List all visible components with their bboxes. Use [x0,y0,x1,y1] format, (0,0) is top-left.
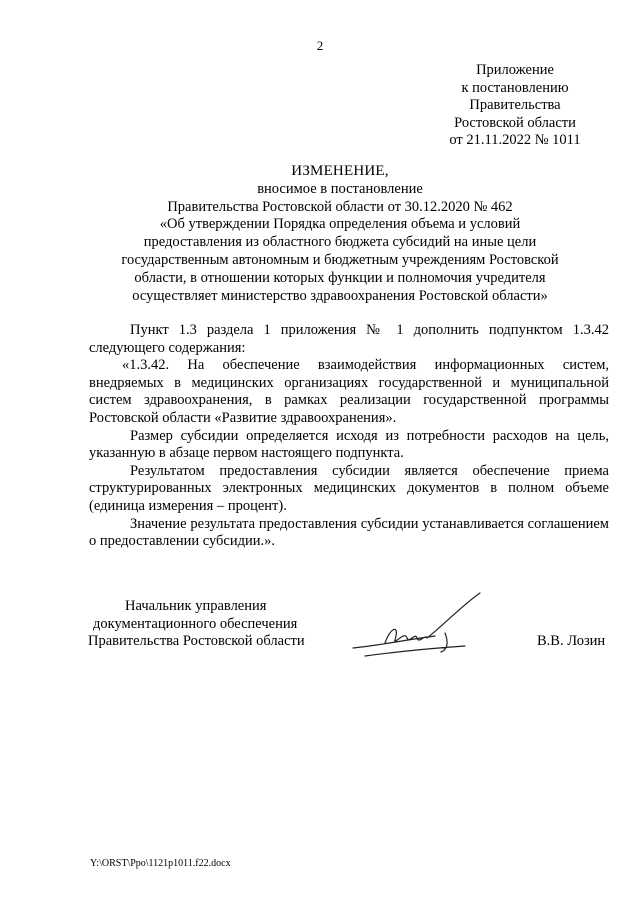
appendix-line: Правительства [469,97,561,113]
appendix-line: Ростовской области [454,114,576,131]
body-paragraph: Пункт 1.3 раздела 1 приложения № 1 дополнить подпунктом 1.3.42 следующего содержания: [89,322,609,356]
title-line: вносимое в постановление [257,180,423,197]
document-title [80,163,600,305]
body-paragraph: «1.3.42. На обеспечение взаимодействия информационных систем, внедряемых в медицинских организациях государственной и муниципальной систем здравоохранения, в рамках реализации государственной программы Ростовской области «Развитие здравоохранения». [89,357,609,426]
signatory-position [88,598,305,651]
body-paragraph: Результатом предоставления субсидии является обеспечение приема структурированных электронных медицинских документов в полном объеме (единица измерения – процент). [89,462,609,514]
handwritten-signature [345,588,485,668]
appendix-line: от 21.11.2022 № 1011 [449,132,581,148]
page-number: 2 [316,38,324,53]
appendix-line: Приложение [476,62,554,78]
title-line: Правительства Ростовской области от 30.12.2020 № 462 [167,198,513,215]
title-line: государственным автономным и бюджетным учреждениям Ростовской [121,251,559,268]
title-line: области, в отношении которых функции и полномочия учредителя [134,269,546,286]
appendix-line: к постановлению [461,79,569,96]
document-body [89,322,609,551]
title-heading: ИЗМЕНЕНИЕ, [291,163,389,179]
body-paragraph: Размер субсидии определяется исходя из потребности расходов на цель, указанную в абзаце первом настоящего подпункта. [89,427,609,462]
appendix-header [400,62,630,150]
title-line: осуществляет министерство здравоохранения Ростовской области» [132,287,548,304]
body-paragraph: Значение результата предоставления субсидии устанавливается соглашением о предоставлении субсидии.». [89,515,609,550]
title-line: предоставления из областного бюджета субсидий на иные цели [143,234,537,251]
signatory-line: Начальник управления [125,598,267,614]
signatory-line: Правительства Ростовской области [88,633,305,650]
file-path: Y:\ORST\Ppo\1121p1011.f22.docx [90,858,231,869]
signatory-line: документационного обеспечения [93,615,298,632]
signatory-name: В.В. Лозин [537,633,606,649]
title-line: «Об утверждении Порядка определения объема и условий [159,216,521,233]
